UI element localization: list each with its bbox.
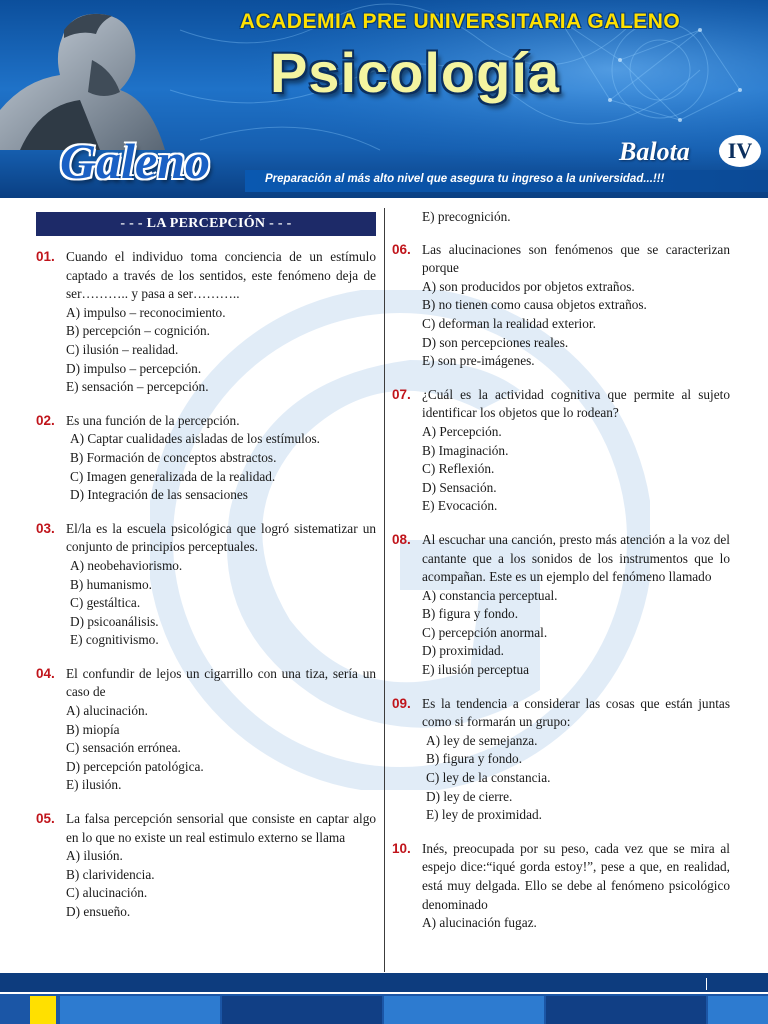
option: C) Reflexión.	[422, 461, 495, 477]
option: E) Evocación.	[422, 498, 498, 514]
academy-title: ACADEMIA PRE UNIVERSITARIA GALENO	[239, 10, 681, 33]
question-02	[36, 412, 376, 505]
option: E) ley de proximidad.	[426, 807, 542, 823]
question-03	[36, 520, 376, 650]
option: C) deforman la realidad exterior.	[422, 315, 596, 331]
option: C) ilusión – realidad.	[66, 341, 179, 357]
option: A) constancia perceptual.	[422, 587, 558, 603]
option: E) ilusión perceptua	[422, 662, 530, 678]
subject-title: Psicología	[269, 41, 561, 104]
option: D) son percepciones reales.	[422, 334, 569, 350]
option: C) ley de la constancia.	[426, 770, 551, 786]
option: A) son producidos por objetos extraños.	[422, 278, 635, 294]
footer-block	[60, 996, 220, 1024]
section-title: - - - LA PERCEPCIÓN - - -	[36, 212, 376, 236]
option: B) clarividencia.	[66, 866, 155, 882]
question-number: 10.	[392, 840, 411, 856]
option: A) neobehaviorismo.	[70, 557, 183, 573]
footer-block	[222, 996, 382, 1024]
option: D) impulso – percepción.	[66, 360, 202, 376]
question-number: 07.	[392, 386, 411, 402]
option: A) ilusión.	[66, 848, 123, 864]
question-08	[392, 531, 730, 680]
option: B) Formación de conceptos abstractos.	[70, 449, 277, 465]
question-04	[36, 665, 376, 795]
option: D) ley de cierre.	[426, 788, 513, 804]
option: C) sensación errónea.	[66, 740, 181, 756]
question-text: Inés, preocupada por su peso, cada vez que se mira al espejo dice:“iqué gorda estoy!”, pese a que, en realidad, está muy delgada. Ello se debe al fenómeno psicológico denominado	[422, 840, 730, 912]
option: C) percepción anormal.	[422, 624, 548, 640]
question-10	[392, 840, 730, 933]
column-divider	[384, 208, 385, 972]
option: A) impulso – reconocimiento.	[66, 304, 226, 320]
question-text: El/la es la escuela psicológica que logró sistematizar un conjunto de principios perceptuales.	[66, 520, 376, 555]
footer-block-yellow	[30, 996, 56, 1024]
option: A) Captar cualidades aisladas de los estímulos.	[70, 431, 320, 447]
option: E) ilusión.	[66, 777, 122, 793]
footer-block	[708, 996, 768, 1024]
question-number: 01.	[36, 249, 55, 264]
question-number: 04.	[36, 665, 55, 681]
question-text: El confundir de lejos un cigarrillo con una tiza, sería un caso de	[66, 665, 376, 700]
question-number: 03.	[36, 520, 55, 536]
galeno-portrait-image	[0, 0, 180, 150]
option: B) Imaginación.	[422, 442, 509, 458]
option: D) percepción patológica.	[66, 758, 204, 774]
question-05	[36, 810, 376, 922]
question-number: 06.	[392, 241, 411, 257]
question-text: La falsa percepción sensorial que consiste en captar algo en lo que no existe un real estimulo externo se llama	[66, 811, 376, 845]
question-number: 08.	[392, 531, 411, 547]
option: E) sensación – percepción.	[66, 379, 209, 395]
option: A) ley de semejanza.	[426, 732, 538, 748]
option: D) proximidad.	[422, 643, 504, 659]
question-text: Es la tendencia a considerar las cosas que están juntas como si formarán un grupo:	[422, 695, 730, 730]
option: A) Percepción.	[422, 423, 502, 439]
option: E) precognición.	[422, 209, 511, 224]
option: C) gestáltica.	[70, 595, 141, 611]
question-01	[36, 248, 376, 397]
slogan-text: Preparación al más alto nivel que asegura tu ingreso a la universidad...!!!	[265, 173, 665, 185]
option: D) ensueño.	[66, 904, 131, 919]
footer-tick	[706, 978, 707, 990]
question-09	[392, 695, 730, 825]
footer-block	[384, 996, 544, 1024]
question-07	[392, 386, 730, 516]
footer-bar	[0, 973, 768, 992]
option: E) cognitivismo.	[70, 632, 159, 648]
option: D) Sensación.	[422, 479, 497, 495]
balota-badge	[615, 133, 765, 169]
question-05-continued	[392, 208, 730, 227]
option: B) percepción – cognición.	[66, 323, 210, 339]
question-number: 05.	[36, 811, 55, 827]
option: D) Integración de las sensaciones	[70, 487, 248, 503]
option: E) son pre-imágenes.	[422, 353, 535, 369]
question-text: Al escuchar una canción, presto más atención a la voz del cantante que a los sonidos de los instrumentos que lo acompañan. Este es un ejemplo del fenómeno llamado	[422, 531, 730, 585]
option: A) alucinación.	[66, 703, 148, 719]
option: C) Imagen generalizada de la realidad.	[70, 468, 276, 484]
option: B) miopía	[66, 721, 120, 737]
galeno-logo: Galeno	[60, 133, 210, 189]
option: B) humanismo.	[70, 576, 152, 592]
question-text: Cuando el individuo toma conciencia de un estímulo captado a través de los sentidos, este fenómeno deja de ser……….. y pasa a ser………..	[66, 249, 376, 302]
option: B) figura y fondo.	[422, 606, 519, 622]
option: D) psicoanálisis.	[70, 613, 159, 629]
page-header	[0, 0, 768, 198]
option: B) figura y fondo.	[426, 751, 523, 767]
question-06	[392, 241, 730, 371]
question-number: 02.	[36, 412, 55, 428]
footer-block	[546, 996, 706, 1024]
question-number: 09.	[392, 695, 411, 711]
balota-label: Balota	[619, 137, 690, 166]
question-text: ¿Cuál es la actividad cognitiva que permite al sujeto identificar los objetos que lo rodean?	[422, 386, 730, 421]
option: C) alucinación.	[66, 885, 148, 901]
question-text: Las alucinaciones son fenómenos que se caracterizan porque	[422, 241, 730, 276]
option: B) no tienen como causa objetos extraños.	[422, 297, 647, 313]
right-column	[392, 208, 730, 948]
option: A) alucinación fugaz.	[422, 915, 537, 931]
question-text: Es una función de la percepción.	[66, 412, 240, 428]
left-column	[36, 208, 376, 937]
balota-number: IV	[719, 135, 761, 167]
